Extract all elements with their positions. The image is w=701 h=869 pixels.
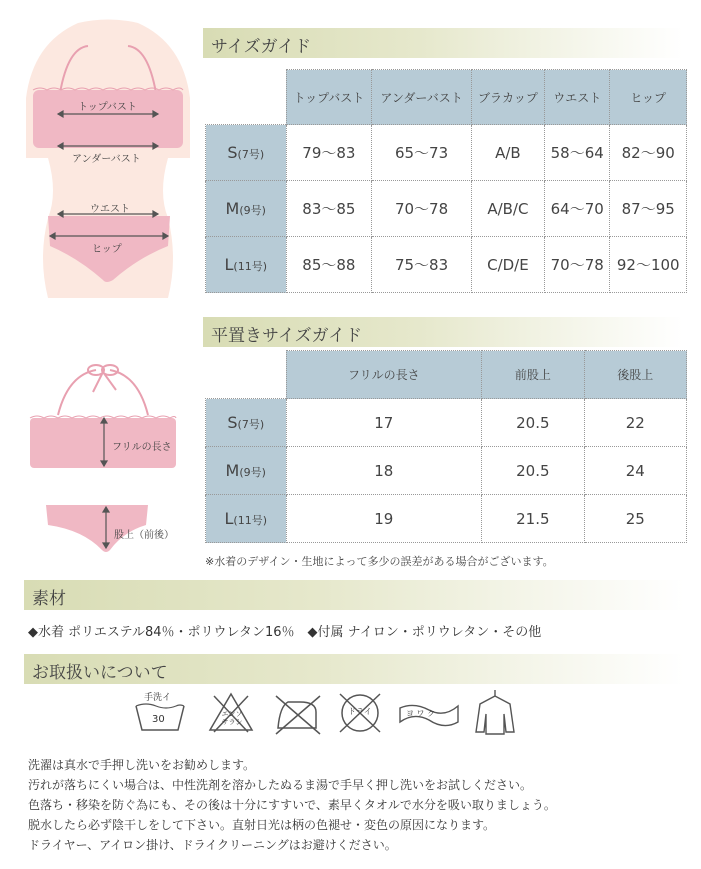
care-header [24, 654, 684, 684]
table-cell: 18 [286, 447, 482, 495]
table-cell: 64〜70 [545, 181, 610, 237]
row-header: S(7号) [206, 399, 287, 447]
label-frill-length: フリルの長さ [112, 442, 172, 453]
no-iron-icon [270, 692, 324, 736]
col-header: ブラカップ [471, 70, 544, 125]
table-cell: 21.5 [482, 495, 584, 543]
table-cell: 70〜78 [372, 181, 472, 237]
table-cell: 58〜64 [545, 125, 610, 181]
col-header: フリルの長さ [286, 351, 482, 399]
care-line: 洗濯は真水で手押し洗いをお勧めします。 [28, 758, 256, 772]
material-text: ◆水着 ポリエステル84％・ポリウレタン16％ ◆付属 ナイロン・ポリウレタン・その他 [28, 625, 542, 640]
row-header: M(9号) [206, 181, 287, 237]
col-header: トップバスト [286, 70, 372, 125]
table-cell: 87〜95 [610, 181, 687, 237]
table-corner [206, 70, 287, 125]
hand-wash-label: 手洗イ [144, 693, 172, 703]
label-waist: ウエスト [90, 204, 130, 215]
table-cell: 82〜90 [610, 125, 687, 181]
row-header: L(11号) [206, 237, 287, 293]
col-header: 前股上 [482, 351, 584, 399]
table-cell: 65〜73 [372, 125, 472, 181]
care-title: お取扱いについて [32, 663, 168, 683]
col-header: ウエスト [545, 70, 610, 125]
table-cell: C/D/E [471, 237, 544, 293]
table-cell: 83〜85 [286, 181, 372, 237]
size-guide-header [203, 28, 683, 58]
table-row [206, 237, 687, 293]
size-guide-title: サイズガイド [211, 37, 312, 57]
label-hip: ヒップ [92, 244, 122, 255]
care-line: 色落ち・移染を防ぐ為にも、その後は十分にすすいで、素早くタオルで水分を吸い取りましょう。 [28, 798, 556, 812]
table-cell: 25 [584, 495, 686, 543]
care-line: 汚れが落ちにくい場合は、中性洗剤を溶かしたぬるま湯で手早く押し洗いをお試しください。 [28, 778, 533, 792]
table-cell: 70〜78 [545, 237, 610, 293]
table-row [206, 495, 687, 543]
table-cell: 75〜83 [372, 237, 472, 293]
label-under-bust: アンダーバスト [72, 154, 141, 165]
care-line: ドライヤー、アイロン掛け、ドライクリーニングはお避けください。 [28, 838, 397, 852]
table-cell: 17 [286, 399, 482, 447]
label-top-bust: トップバスト [78, 102, 137, 113]
table-cell: 22 [584, 399, 686, 447]
size-guide-table [205, 69, 687, 293]
row-header: S(7号) [206, 125, 287, 181]
tolerance-note: ※水着のデザイン・生地によって多少の誤差がある場合がございます。 [205, 555, 554, 568]
table-cell: A/B [471, 125, 544, 181]
material-title: 素材 [32, 589, 66, 609]
no-bleach-icon [206, 690, 256, 736]
label-rise: 股上（前後） [114, 530, 174, 541]
col-header: アンダーバスト [372, 70, 472, 125]
table-row [206, 399, 687, 447]
hand-wash-icon [132, 690, 188, 736]
flat-guide-table [205, 350, 687, 543]
row-header: M(9号) [206, 447, 287, 495]
row-header: L(11号) [206, 495, 287, 543]
table-cell: 20.5 [482, 447, 584, 495]
table-row [206, 181, 687, 237]
table-cell: 92〜100 [610, 237, 687, 293]
table-row [206, 125, 687, 181]
hand-wash-temp: 30 [152, 714, 165, 725]
table-cell: 20.5 [482, 399, 584, 447]
table-cell: 79〜83 [286, 125, 372, 181]
table-row [206, 447, 687, 495]
table-cell: 85〜88 [286, 237, 372, 293]
care-line: 脱水したら必ず陰干しをして下さい。直射日光は柄の色褪せ・変色の原因になります。 [28, 818, 496, 832]
table-cell: A/B/C [471, 181, 544, 237]
no-bleach-label: エンソ サラシ [221, 710, 243, 726]
shade-dry-icon [470, 688, 520, 738]
material-header [24, 580, 684, 610]
col-header: ヒップ [610, 70, 687, 125]
no-dryclean-icon [336, 690, 384, 736]
gentle-wring-icon [398, 700, 460, 730]
table-cell: 24 [584, 447, 686, 495]
col-header: 後股上 [584, 351, 686, 399]
gentle-wring-label: ヨ ワ ク [406, 709, 436, 718]
no-dryclean-label: ドライ [348, 707, 372, 716]
flat-guide-header [203, 317, 683, 347]
table-cell: 19 [286, 495, 482, 543]
table-corner [206, 351, 287, 399]
flat-guide-title: 平置きサイズガイド [211, 326, 363, 346]
